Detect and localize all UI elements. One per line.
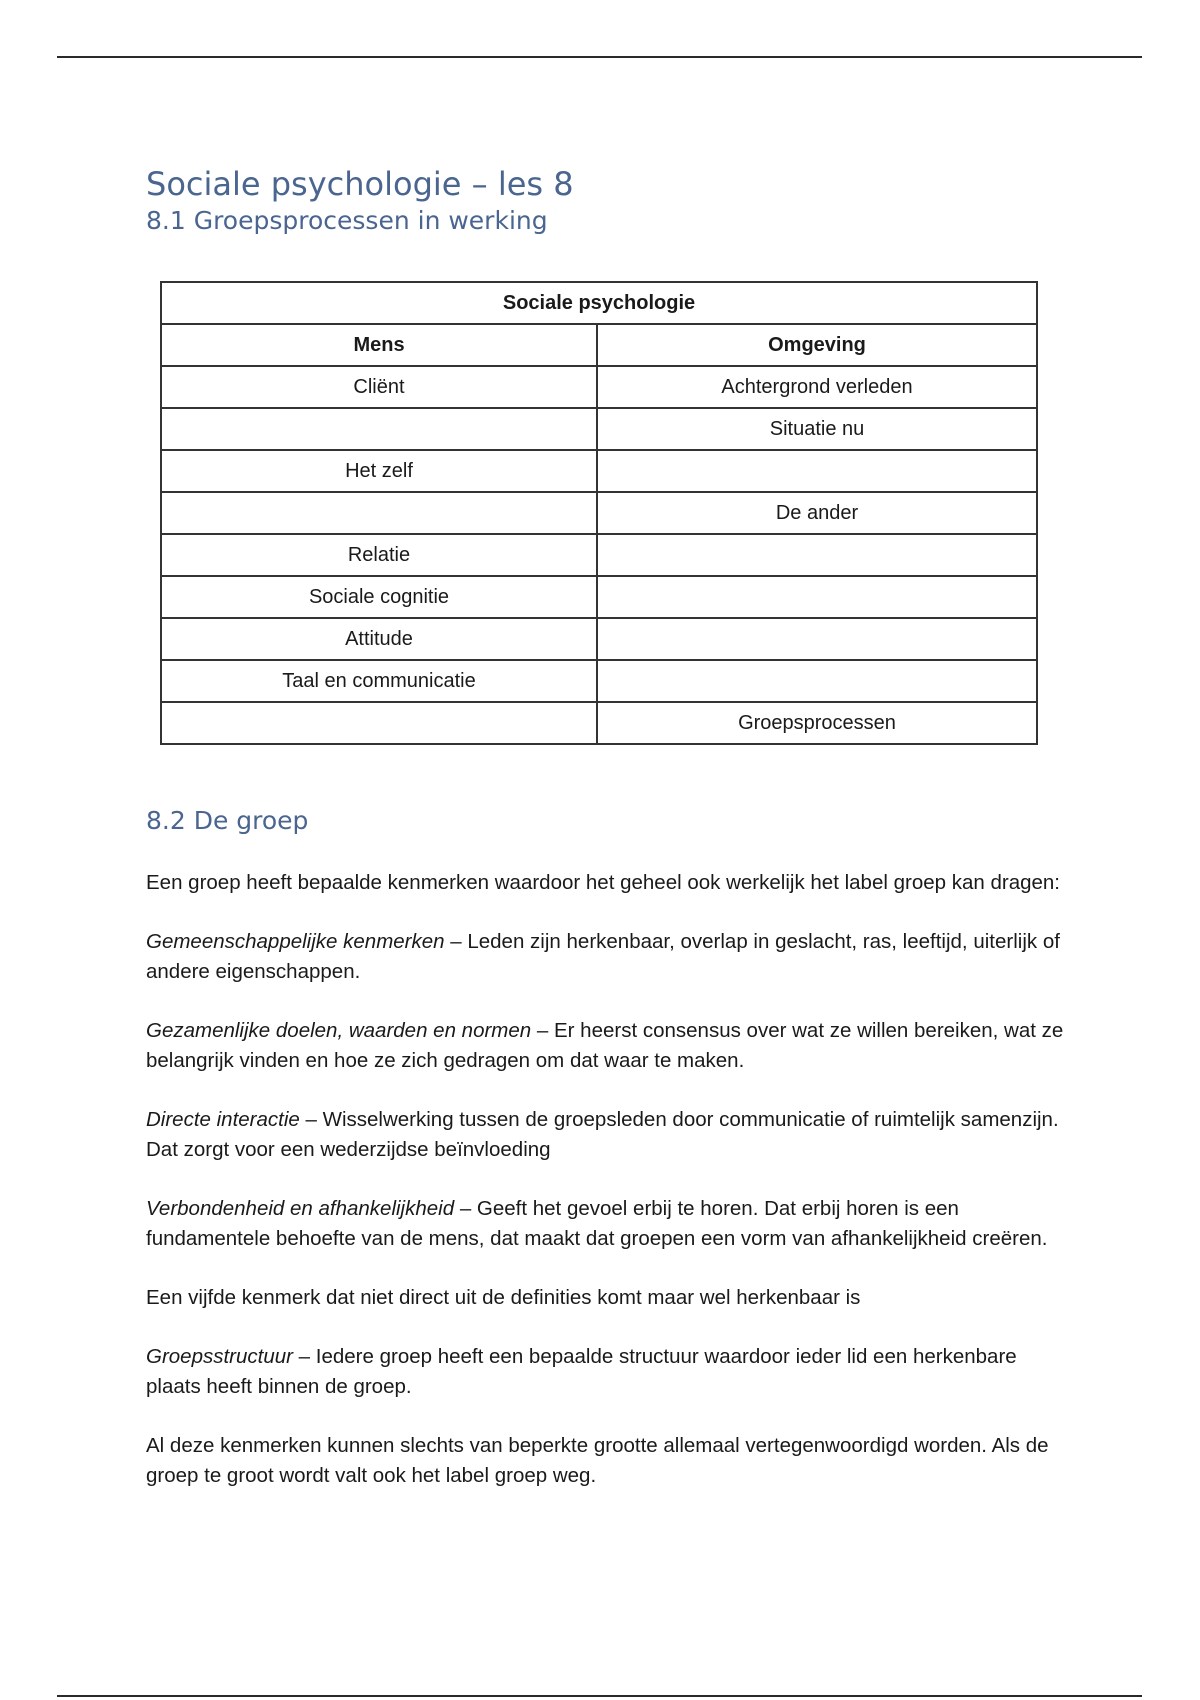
intro-paragraph: Een groep heeft bepaalde kenmerken waardoor het geheel ook werkelijk het label groep kan dragen: [146, 871, 1061, 894]
table-cell [597, 450, 1037, 492]
table-cell: Sociale cognitie [161, 576, 597, 618]
table-row [161, 702, 1037, 744]
characteristic-paragraph [146, 1105, 1076, 1165]
structure-term: Groepsstructuur [146, 1345, 293, 1368]
section-heading-8-2: 8.2 De groep [146, 806, 309, 835]
table-cell [597, 618, 1037, 660]
characteristic-paragraph [146, 1016, 1076, 1076]
table-cell [161, 702, 597, 744]
table-cell [597, 576, 1037, 618]
table-cell [161, 408, 597, 450]
table-cell [597, 534, 1037, 576]
table-cell: Relatie [161, 534, 597, 576]
fifth-intro-paragraph: Een vijfde kenmerk dat niet direct uit de definities komt maar wel herkenbaar is [146, 1286, 861, 1309]
table-cell: Groepsprocessen [597, 702, 1037, 744]
table-row [161, 660, 1037, 702]
characteristic-text: – Geeft het gevoel erbij te horen. Dat erbij horen is een fundamentele behoefte van de mens, dat maakt dat groepen een vorm van afhankelijkheid creëren. [146, 1197, 1048, 1250]
structure-paragraph [146, 1342, 1076, 1402]
table-cell: Het zelf [161, 450, 597, 492]
table-cell: Situatie nu [597, 408, 1037, 450]
table-row [161, 366, 1037, 408]
table-row [161, 534, 1037, 576]
table-cell [161, 492, 597, 534]
characteristic-term: Directe interactie [146, 1108, 300, 1131]
table-cell: Taal en communicatie [161, 660, 597, 702]
table-title-row [161, 282, 1037, 324]
table-title: Sociale psychologie [161, 282, 1037, 324]
structure-text: – Iedere groep heeft een bepaalde structuur waardoor ieder lid een herkenbare plaats heeft binnen de groep. [146, 1345, 1017, 1398]
title-block [146, 164, 1066, 238]
page-title: Sociale psychologie – les 8 [146, 165, 574, 203]
body-text [146, 868, 1076, 1520]
characteristic-text: – Wisselwerking tussen de groepsleden door communicatie of ruimtelijk samenzijn. Dat zorgt voor een wederzijdse beïnvloeding [146, 1108, 1059, 1161]
table-row [161, 492, 1037, 534]
characteristic-paragraph [146, 927, 1076, 987]
psychology-table [160, 281, 1038, 745]
column-header-mens: Mens [161, 324, 597, 366]
table-row [161, 450, 1037, 492]
table-row [161, 408, 1037, 450]
footer-rule [57, 1695, 1142, 1697]
characteristic-text: – Er heerst consensus over wat ze willen bereiken, wat ze belangrijk vinden en hoe ze zich gedragen om dat waar te maken. [146, 1019, 1064, 1072]
column-header-omgeving: Omgeving [597, 324, 1037, 366]
characteristic-term: Gemeenschappelijke kenmerken [146, 930, 445, 953]
table-cell: Cliënt [161, 366, 597, 408]
section-heading-8-1: 8.1 Groepsprocessen in werking [146, 206, 548, 235]
table-row [161, 618, 1037, 660]
characteristic-term: Verbondenheid en afhankelijkheid [146, 1197, 455, 1220]
header-rule [57, 56, 1142, 58]
table-cell: Achtergrond verleden [597, 366, 1037, 408]
table-cell: De ander [597, 492, 1037, 534]
conclusion-paragraph: Al deze kenmerken kunnen slechts van beperkte grootte allemaal vertegenwoordigd worden. Als de groep te groot wordt valt ook het label groep weg. [146, 1434, 1049, 1487]
table-row [161, 576, 1037, 618]
table-header-row [161, 324, 1037, 366]
characteristic-paragraph [146, 1194, 1076, 1254]
table-cell: Attitude [161, 618, 597, 660]
table-cell [597, 660, 1037, 702]
characteristic-term: Gezamenlijke doelen, waarden en normen [146, 1019, 532, 1042]
characteristic-text: – Leden zijn herkenbaar, overlap in geslacht, ras, leeftijd, uiterlijk of andere eigenschappen. [146, 930, 1060, 983]
